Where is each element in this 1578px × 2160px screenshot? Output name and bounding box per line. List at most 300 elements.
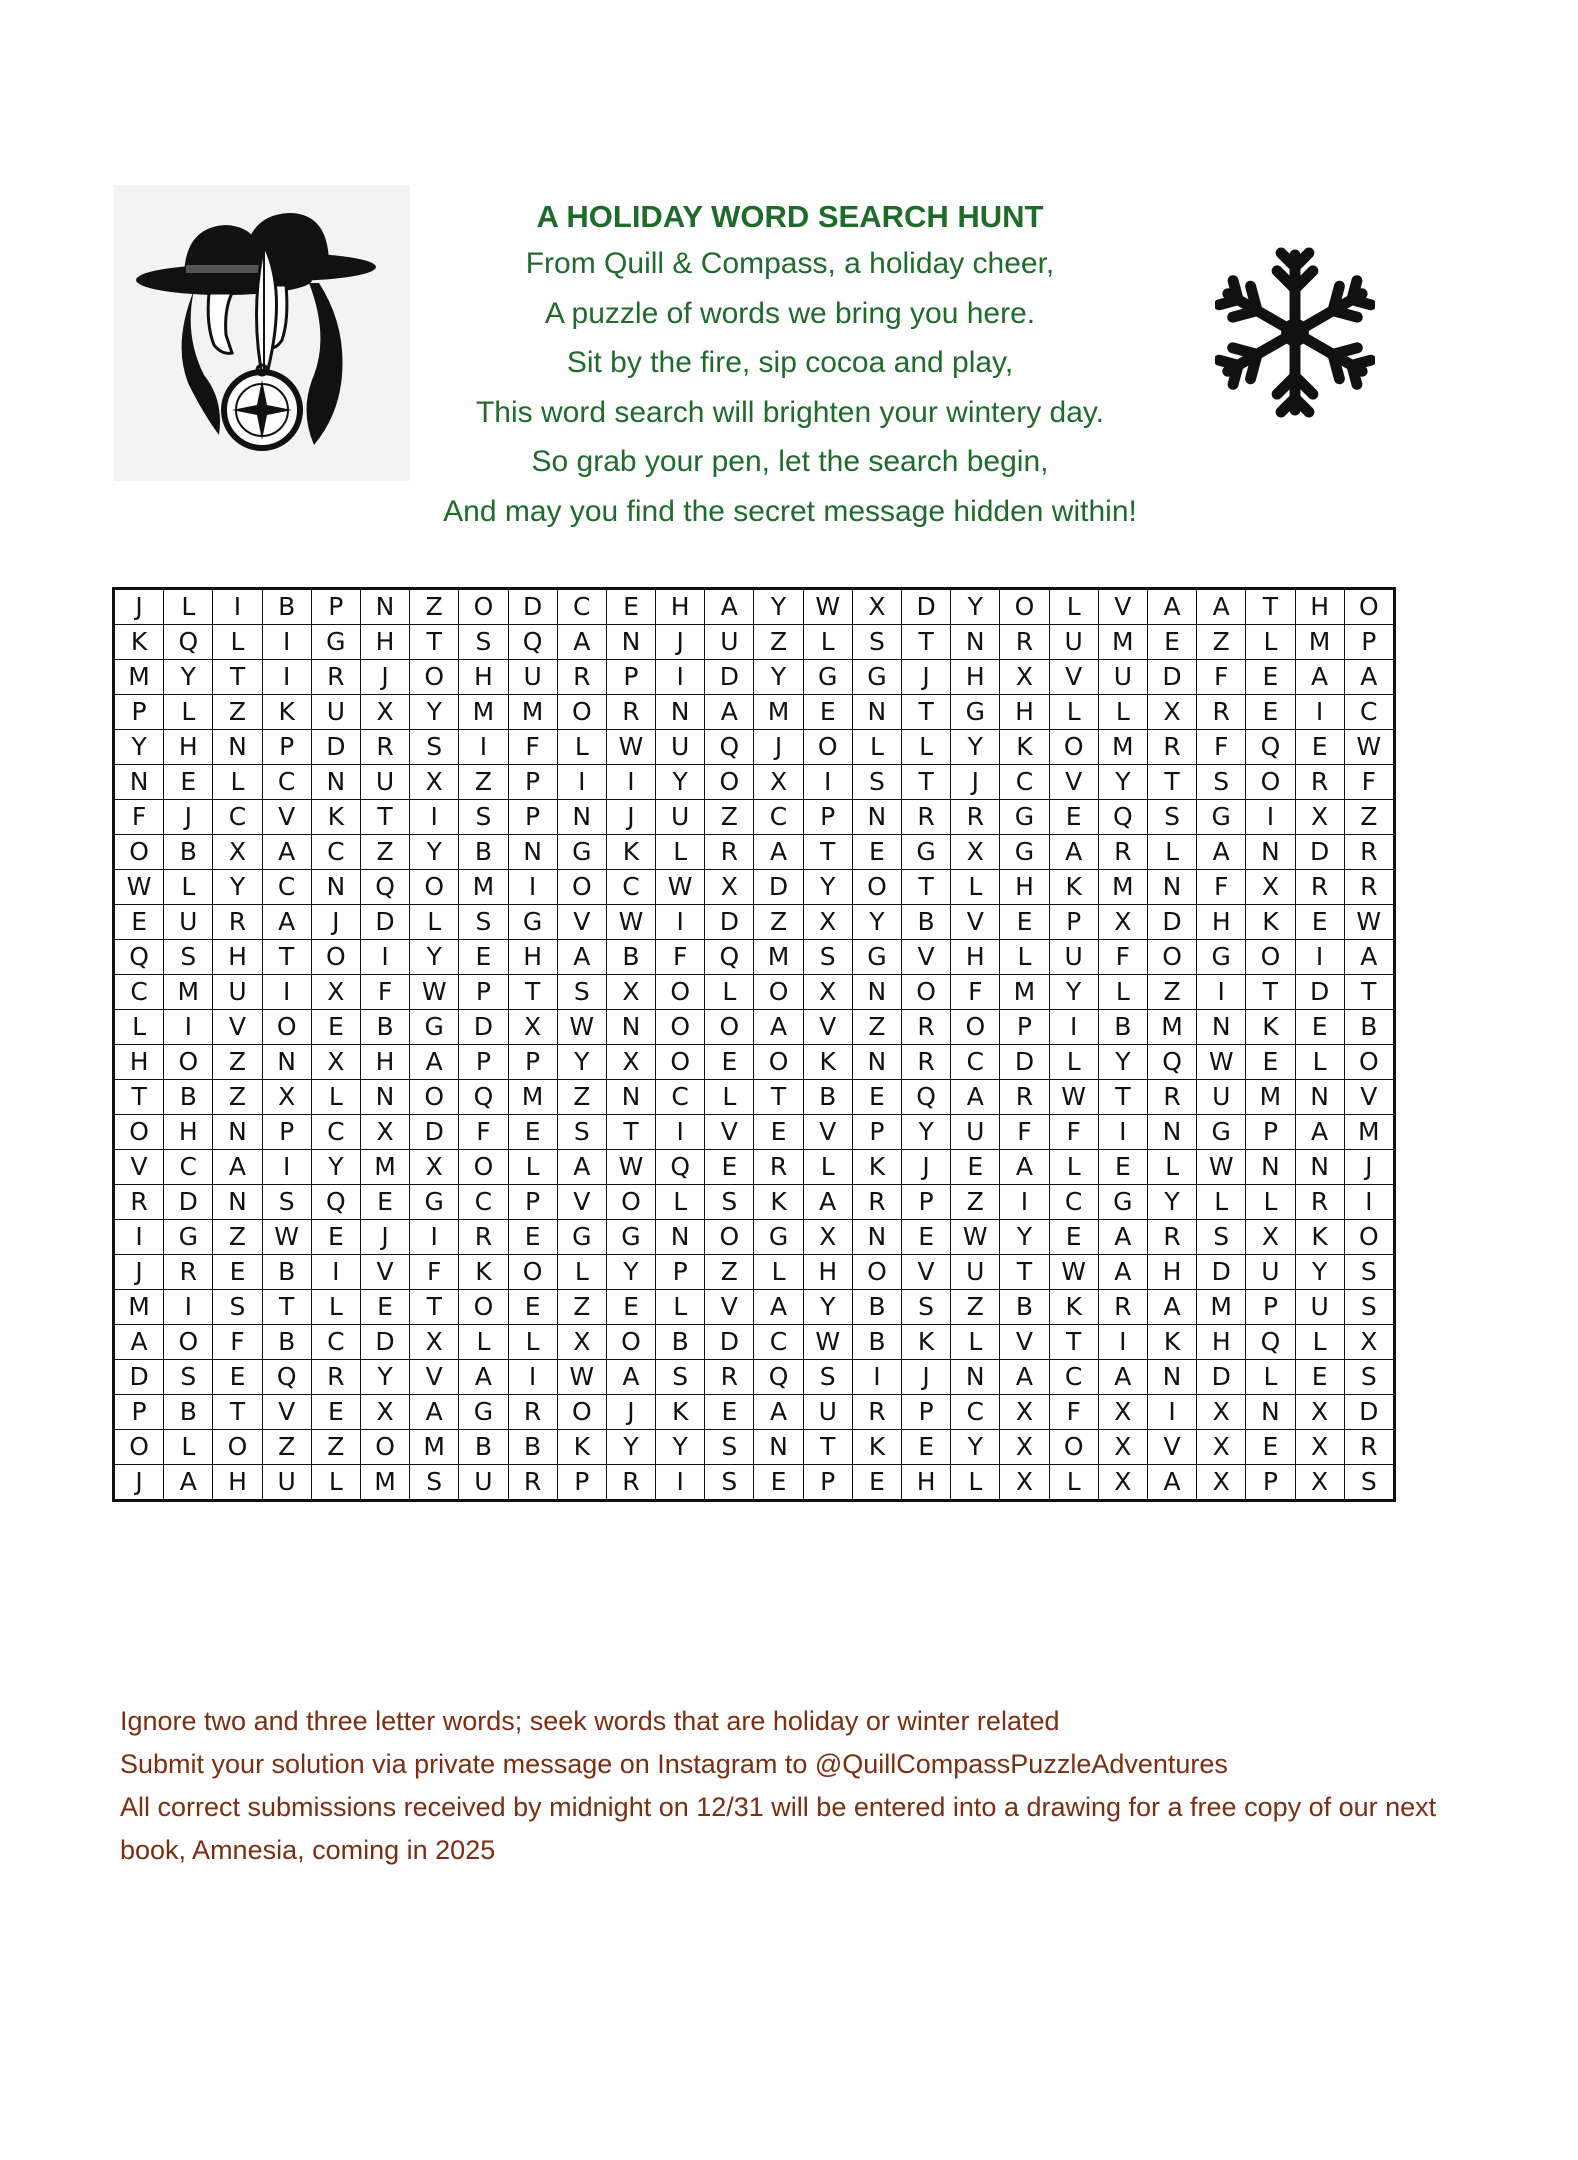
grid-cell[interactable]: E [1295,1360,1344,1395]
grid-cell[interactable]: X [360,1395,409,1430]
grid-cell[interactable]: I [656,1465,705,1501]
grid-cell[interactable]: N [606,1080,655,1115]
grid-cell[interactable]: R [1344,1430,1394,1465]
grid-cell[interactable]: D [1295,835,1344,870]
grid-cell[interactable]: A [606,1360,655,1395]
grid-cell[interactable]: L [951,1465,1000,1501]
grid-cell[interactable]: R [705,1360,754,1395]
grid-cell[interactable]: R [1344,870,1394,905]
grid-cell[interactable]: A [1049,835,1098,870]
grid-cell[interactable]: K [262,695,311,730]
grid-cell[interactable]: G [1000,800,1049,835]
grid-cell[interactable]: X [1000,1395,1049,1430]
grid-cell[interactable]: B [1344,1010,1394,1045]
grid-cell[interactable]: Y [114,730,164,765]
grid-cell[interactable]: L [1295,1325,1344,1360]
grid-cell[interactable]: A [262,835,311,870]
grid-cell[interactable]: B [459,835,508,870]
grid-cell[interactable]: N [213,1185,262,1220]
grid-cell[interactable]: L [1098,695,1147,730]
grid-cell[interactable]: S [803,940,852,975]
grid-cell[interactable]: I [262,1150,311,1185]
grid-cell[interactable]: W [1344,905,1394,940]
grid-cell[interactable]: K [557,1430,606,1465]
grid-cell[interactable]: A [1344,660,1394,695]
grid-cell[interactable]: I [262,625,311,660]
grid-cell[interactable]: J [114,1255,164,1290]
grid-cell[interactable]: K [902,1325,951,1360]
grid-cell[interactable]: Y [951,589,1000,625]
grid-cell[interactable]: C [311,1115,360,1150]
grid-cell[interactable]: C [656,1080,705,1115]
grid-cell[interactable]: Y [1098,1045,1147,1080]
grid-cell[interactable]: O [213,1430,262,1465]
grid-cell[interactable]: V [557,1185,606,1220]
grid-cell[interactable]: L [656,1185,705,1220]
grid-cell[interactable]: G [902,835,951,870]
grid-cell[interactable]: S [557,975,606,1010]
grid-cell[interactable]: J [360,660,409,695]
grid-cell[interactable]: L [164,695,213,730]
grid-cell[interactable]: U [1098,660,1147,695]
grid-cell[interactable]: X [1246,1220,1295,1255]
grid-cell[interactable]: B [164,1080,213,1115]
grid-cell[interactable]: W [606,730,655,765]
grid-cell[interactable]: C [754,800,803,835]
grid-cell[interactable]: T [508,975,557,1010]
grid-cell[interactable]: Z [1147,975,1196,1010]
grid-cell[interactable]: I [164,1290,213,1325]
grid-cell[interactable]: V [1000,1325,1049,1360]
grid-cell[interactable]: A [164,1465,213,1501]
grid-cell[interactable]: I [311,1255,360,1290]
grid-cell[interactable]: M [114,660,164,695]
grid-cell[interactable]: J [114,589,164,625]
grid-cell[interactable]: F [410,1255,459,1290]
grid-cell[interactable]: X [1197,1465,1246,1501]
grid-cell[interactable]: K [754,1185,803,1220]
grid-cell[interactable]: L [213,625,262,660]
grid-cell[interactable]: X [311,975,360,1010]
grid-cell[interactable]: P [852,1115,901,1150]
grid-cell[interactable]: Y [606,1430,655,1465]
grid-cell[interactable]: K [852,1430,901,1465]
grid-cell[interactable]: L [1049,695,1098,730]
grid-cell[interactable]: Z [213,695,262,730]
grid-cell[interactable]: R [1295,870,1344,905]
grid-cell[interactable]: V [360,1255,409,1290]
grid-cell[interactable]: U [1246,1255,1295,1290]
grid-cell[interactable]: O [557,870,606,905]
grid-cell[interactable]: G [1000,835,1049,870]
grid-cell[interactable]: D [410,1115,459,1150]
grid-cell[interactable]: S [459,905,508,940]
grid-cell[interactable]: E [360,1290,409,1325]
grid-cell[interactable]: E [508,1115,557,1150]
grid-cell[interactable]: A [1147,1465,1196,1501]
grid-cell[interactable]: O [1000,589,1049,625]
grid-cell[interactable]: F [1000,1115,1049,1150]
grid-cell[interactable]: C [951,1395,1000,1430]
grid-cell[interactable]: X [360,695,409,730]
grid-cell[interactable]: I [508,1360,557,1395]
grid-cell[interactable]: J [311,905,360,940]
grid-cell[interactable]: S [164,940,213,975]
grid-cell[interactable]: R [1000,1080,1049,1115]
grid-cell[interactable]: D [1344,1395,1394,1430]
grid-cell[interactable]: E [1147,625,1196,660]
grid-cell[interactable]: C [213,800,262,835]
grid-cell[interactable]: O [1246,765,1295,800]
grid-cell[interactable]: P [508,1185,557,1220]
grid-cell[interactable]: X [1197,1430,1246,1465]
grid-cell[interactable]: S [459,800,508,835]
grid-cell[interactable]: D [164,1185,213,1220]
grid-cell[interactable]: B [459,1430,508,1465]
grid-cell[interactable]: C [754,1325,803,1360]
grid-cell[interactable]: X [1098,1395,1147,1430]
grid-cell[interactable]: D [1147,905,1196,940]
grid-cell[interactable]: E [213,1255,262,1290]
grid-cell[interactable]: N [1246,1150,1295,1185]
grid-cell[interactable]: L [902,730,951,765]
grid-cell[interactable]: L [311,1290,360,1325]
grid-cell[interactable]: E [1295,1010,1344,1045]
grid-cell[interactable]: Y [410,835,459,870]
grid-cell[interactable]: N [262,1045,311,1080]
grid-cell[interactable]: V [410,1360,459,1395]
grid-cell[interactable]: P [557,1465,606,1501]
grid-cell[interactable]: R [508,1465,557,1501]
grid-cell[interactable]: I [262,660,311,695]
grid-cell[interactable]: L [1147,835,1196,870]
grid-cell[interactable]: O [311,940,360,975]
grid-cell[interactable]: K [1049,870,1098,905]
grid-cell[interactable]: W [606,1150,655,1185]
grid-cell[interactable]: R [754,1150,803,1185]
grid-cell[interactable]: L [1246,625,1295,660]
grid-cell[interactable]: N [311,765,360,800]
grid-cell[interactable]: I [656,905,705,940]
grid-cell[interactable]: F [951,975,1000,1010]
grid-cell[interactable]: R [852,1185,901,1220]
grid-cell[interactable]: X [1147,695,1196,730]
grid-cell[interactable]: H [360,625,409,660]
grid-cell[interactable]: P [1246,1465,1295,1501]
grid-cell[interactable]: V [213,1010,262,1045]
grid-cell[interactable]: O [656,1045,705,1080]
grid-cell[interactable]: V [1098,589,1147,625]
grid-cell[interactable]: I [557,765,606,800]
grid-cell[interactable]: I [606,765,655,800]
grid-cell[interactable]: X [262,1080,311,1115]
grid-cell[interactable]: A [557,1150,606,1185]
grid-cell[interactable]: N [114,765,164,800]
grid-cell[interactable]: P [508,800,557,835]
grid-cell[interactable]: Y [951,1430,1000,1465]
grid-cell[interactable]: Z [311,1430,360,1465]
grid-cell[interactable]: Q [262,1360,311,1395]
grid-cell[interactable]: A [1344,940,1394,975]
grid-cell[interactable]: X [1098,905,1147,940]
grid-cell[interactable]: F [360,975,409,1010]
grid-cell[interactable]: T [1246,589,1295,625]
grid-cell[interactable]: Y [656,1430,705,1465]
grid-cell[interactable]: D [1295,975,1344,1010]
grid-cell[interactable]: S [705,1465,754,1501]
grid-cell[interactable]: H [951,940,1000,975]
grid-cell[interactable]: D [754,870,803,905]
grid-cell[interactable]: G [754,1220,803,1255]
grid-cell[interactable]: H [1197,905,1246,940]
grid-cell[interactable]: G [1197,800,1246,835]
grid-cell[interactable]: R [508,1395,557,1430]
grid-cell[interactable]: A [1000,1360,1049,1395]
grid-cell[interactable]: Q [1246,730,1295,765]
grid-cell[interactable]: I [1197,975,1246,1010]
grid-cell[interactable]: D [902,589,951,625]
grid-cell[interactable]: O [459,1290,508,1325]
grid-cell[interactable]: J [606,800,655,835]
grid-cell[interactable]: P [902,1185,951,1220]
grid-cell[interactable]: Z [705,800,754,835]
grid-cell[interactable]: A [410,1395,459,1430]
grid-cell[interactable]: I [803,765,852,800]
grid-cell[interactable]: E [803,695,852,730]
grid-cell[interactable]: K [1295,1220,1344,1255]
grid-cell[interactable]: O [262,1010,311,1045]
grid-cell[interactable]: T [1049,1325,1098,1360]
grid-cell[interactable]: J [606,1395,655,1430]
grid-cell[interactable]: K [852,1150,901,1185]
grid-cell[interactable]: Y [410,940,459,975]
grid-cell[interactable]: P [1049,905,1098,940]
grid-cell[interactable]: Y [803,870,852,905]
grid-cell[interactable]: E [852,1465,901,1501]
grid-cell[interactable]: H [803,1255,852,1290]
grid-cell[interactable]: F [1197,730,1246,765]
grid-cell[interactable]: X [606,1045,655,1080]
grid-cell[interactable]: H [1000,695,1049,730]
grid-cell[interactable]: N [1147,870,1196,905]
grid-cell[interactable]: O [410,870,459,905]
grid-cell[interactable]: D [360,1325,409,1360]
grid-cell[interactable]: H [1000,870,1049,905]
grid-cell[interactable]: Z [754,625,803,660]
grid-cell[interactable]: S [705,1430,754,1465]
grid-cell[interactable]: L [754,1255,803,1290]
grid-cell[interactable]: Q [164,625,213,660]
grid-cell[interactable]: Y [164,660,213,695]
grid-cell[interactable]: D [114,1360,164,1395]
grid-cell[interactable]: O [754,975,803,1010]
grid-cell[interactable]: K [459,1255,508,1290]
grid-cell[interactable]: V [902,1255,951,1290]
grid-cell[interactable]: D [705,660,754,695]
grid-cell[interactable]: O [902,975,951,1010]
grid-cell[interactable]: H [164,730,213,765]
grid-cell[interactable]: L [311,1080,360,1115]
grid-cell[interactable]: R [1147,1220,1196,1255]
grid-cell[interactable]: E [606,589,655,625]
grid-cell[interactable]: V [705,1115,754,1150]
grid-cell[interactable]: N [1246,835,1295,870]
grid-cell[interactable]: W [1197,1045,1246,1080]
grid-cell[interactable]: N [213,730,262,765]
grid-cell[interactable]: U [311,695,360,730]
grid-cell[interactable]: W [557,1010,606,1045]
grid-cell[interactable]: L [164,589,213,625]
grid-cell[interactable]: U [951,1115,1000,1150]
grid-cell[interactable]: C [311,1325,360,1360]
grid-cell[interactable]: B [262,1325,311,1360]
grid-cell[interactable]: N [213,1115,262,1150]
grid-cell[interactable]: M [1147,1010,1196,1045]
grid-cell[interactable]: R [852,1395,901,1430]
grid-cell[interactable]: C [1049,1185,1098,1220]
grid-cell[interactable]: E [360,1185,409,1220]
grid-cell[interactable]: E [508,1220,557,1255]
grid-cell[interactable]: Q [508,625,557,660]
grid-cell[interactable]: J [114,1465,164,1501]
grid-cell[interactable]: C [164,1150,213,1185]
grid-cell[interactable]: Q [902,1080,951,1115]
grid-cell[interactable]: I [459,730,508,765]
grid-cell[interactable]: D [508,589,557,625]
grid-cell[interactable]: I [508,870,557,905]
grid-cell[interactable]: E [1000,905,1049,940]
grid-cell[interactable]: E [311,1010,360,1045]
grid-cell[interactable]: L [557,730,606,765]
grid-cell[interactable]: F [508,730,557,765]
grid-cell[interactable]: G [1197,1115,1246,1150]
grid-cell[interactable]: R [360,730,409,765]
grid-cell[interactable]: A [1147,1290,1196,1325]
grid-cell[interactable]: I [1098,1115,1147,1150]
grid-cell[interactable]: M [754,695,803,730]
grid-cell[interactable]: U [508,660,557,695]
grid-cell[interactable]: Z [951,1290,1000,1325]
grid-cell[interactable]: O [1049,730,1098,765]
grid-cell[interactable]: Z [557,1080,606,1115]
grid-cell[interactable]: D [1147,660,1196,695]
grid-cell[interactable]: N [1295,1150,1344,1185]
grid-cell[interactable]: Y [902,1115,951,1150]
grid-cell[interactable]: X [754,765,803,800]
grid-cell[interactable]: L [114,1010,164,1045]
grid-cell[interactable]: K [1147,1325,1196,1360]
grid-cell[interactable]: L [951,1325,1000,1360]
grid-cell[interactable]: S [1197,765,1246,800]
grid-cell[interactable]: A [754,1010,803,1045]
grid-cell[interactable]: P [459,975,508,1010]
grid-cell[interactable]: S [902,1290,951,1325]
grid-cell[interactable]: X [803,1220,852,1255]
grid-cell[interactable]: U [164,905,213,940]
grid-cell[interactable]: I [114,1220,164,1255]
grid-cell[interactable]: O [164,1045,213,1080]
grid-cell[interactable]: R [1344,835,1394,870]
grid-cell[interactable]: F [656,940,705,975]
grid-cell[interactable]: O [656,975,705,1010]
grid-cell[interactable]: W [1049,1255,1098,1290]
grid-cell[interactable]: X [213,835,262,870]
grid-cell[interactable]: D [1000,1045,1049,1080]
grid-cell[interactable]: D [311,730,360,765]
grid-cell[interactable]: U [803,1395,852,1430]
grid-cell[interactable]: E [705,1150,754,1185]
grid-cell[interactable]: R [902,800,951,835]
grid-cell[interactable]: T [410,625,459,660]
grid-cell[interactable]: N [1246,1395,1295,1430]
grid-cell[interactable]: L [1049,1465,1098,1501]
grid-cell[interactable]: O [164,1325,213,1360]
grid-cell[interactable]: Y [557,1045,606,1080]
grid-cell[interactable]: R [606,695,655,730]
grid-cell[interactable]: S [1147,800,1196,835]
grid-cell[interactable]: L [656,1290,705,1325]
grid-cell[interactable]: G [951,695,1000,730]
grid-cell[interactable]: U [459,1465,508,1501]
grid-cell[interactable]: D [1197,1255,1246,1290]
grid-cell[interactable]: E [1246,1045,1295,1080]
grid-cell[interactable]: S [656,1360,705,1395]
grid-cell[interactable]: A [754,1395,803,1430]
grid-cell[interactable]: N [852,1045,901,1080]
grid-cell[interactable]: E [606,1290,655,1325]
grid-cell[interactable]: F [1344,765,1394,800]
grid-cell[interactable]: I [262,975,311,1010]
grid-cell[interactable]: Z [852,1010,901,1045]
grid-cell[interactable]: O [705,1010,754,1045]
grid-cell[interactable]: O [1147,940,1196,975]
grid-cell[interactable]: O [1344,1045,1394,1080]
grid-cell[interactable]: W [606,905,655,940]
grid-cell[interactable]: E [1246,660,1295,695]
grid-cell[interactable]: K [1049,1290,1098,1325]
grid-cell[interactable]: Y [951,730,1000,765]
grid-cell[interactable]: L [311,1465,360,1501]
grid-cell[interactable]: B [803,1080,852,1115]
grid-cell[interactable]: O [1344,1220,1394,1255]
grid-cell[interactable]: G [1197,940,1246,975]
grid-cell[interactable]: J [754,730,803,765]
grid-cell[interactable]: M [1000,975,1049,1010]
grid-cell[interactable]: X [1295,1430,1344,1465]
grid-cell[interactable]: W [656,870,705,905]
grid-cell[interactable]: Z [754,905,803,940]
grid-cell[interactable]: X [951,835,1000,870]
grid-cell[interactable]: R [1000,625,1049,660]
grid-cell[interactable]: R [311,1360,360,1395]
grid-cell[interactable]: X [1000,1430,1049,1465]
grid-cell[interactable]: E [1246,1430,1295,1465]
grid-cell[interactable]: C [262,870,311,905]
grid-cell[interactable]: O [606,1185,655,1220]
grid-cell[interactable]: R [1197,695,1246,730]
grid-cell[interactable]: F [1098,940,1147,975]
grid-cell[interactable]: N [951,1360,1000,1395]
grid-cell[interactable]: A [1098,1255,1147,1290]
grid-cell[interactable]: D [705,905,754,940]
grid-cell[interactable]: Q [114,940,164,975]
grid-cell[interactable]: G [606,1220,655,1255]
grid-cell[interactable]: K [1000,730,1049,765]
grid-cell[interactable]: X [803,975,852,1010]
grid-cell[interactable]: N [852,975,901,1010]
grid-cell[interactable]: Y [1000,1220,1049,1255]
grid-cell[interactable]: U [213,975,262,1010]
